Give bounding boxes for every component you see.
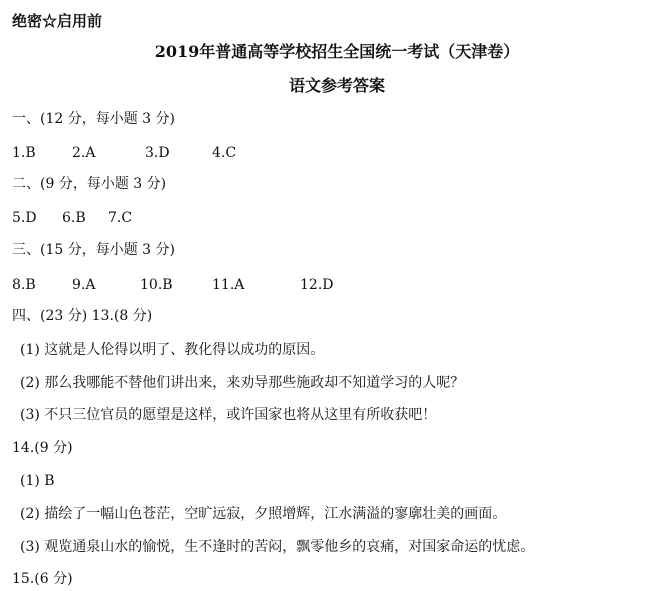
section-4-heading: 四、(23 分) 13.(8 分) [12, 308, 153, 324]
exam-title: 2019年普通高等学校招生全国统一考试（天津卷） [154, 42, 520, 61]
answer-item: 11.A [212, 277, 245, 293]
answer-item: 6.B [62, 210, 86, 226]
exam-subtitle: 语文参考答案 [288, 76, 385, 95]
section-2-heading: 二、(9 分，每小题 3 分) [12, 176, 167, 192]
q14-answer-2: (2) 描绘了一幅山色苍茫，空旷远寂，夕照增辉，江水满溢的寥廓壮美的画面。 [20, 506, 507, 522]
answer-item: 7.C [108, 210, 133, 226]
q14-heading: 14.(9 分) [12, 440, 73, 456]
confidential-label: 绝密☆启用前 [12, 12, 103, 30]
answer-item: 2.A [72, 145, 96, 161]
answer-item: 5.D [12, 210, 37, 226]
answer-item: 4.C [212, 145, 237, 161]
section-3-heading: 三、(15 分，每小题 3 分) [12, 242, 175, 258]
q14-answer-1: (1) B [20, 473, 55, 489]
q13-answer-3: (3) 不只三位官员的愿望是这样，或许国家也将从这里有所收获吧！ [20, 407, 437, 423]
q13-answer-1: (1) 这就是人伦得以明了、教化得以成功的原因。 [20, 342, 325, 358]
q13-answer-2: (2) 那么我哪能不替他们讲出来，来劝导那些施政却不知道学习的人呢？ [20, 375, 465, 391]
answer-item: 3.D [145, 145, 170, 161]
q14-answer-3: (3) 观览通泉山水的愉悦，生不逢时的苦闷，飘零他乡的哀痛，对国家命运的忧虑。 [20, 539, 535, 555]
answer-item: 1.B [12, 145, 36, 161]
answer-item: 8.B [12, 277, 36, 293]
answer-item: 12.D [300, 277, 334, 293]
q15-heading: 15.(6 分) [12, 571, 73, 587]
answer-item: 10.B [140, 277, 173, 293]
answer-item: 9.A [72, 277, 96, 293]
section-1-heading: 一、(12 分，每小题 3 分) [12, 111, 175, 127]
